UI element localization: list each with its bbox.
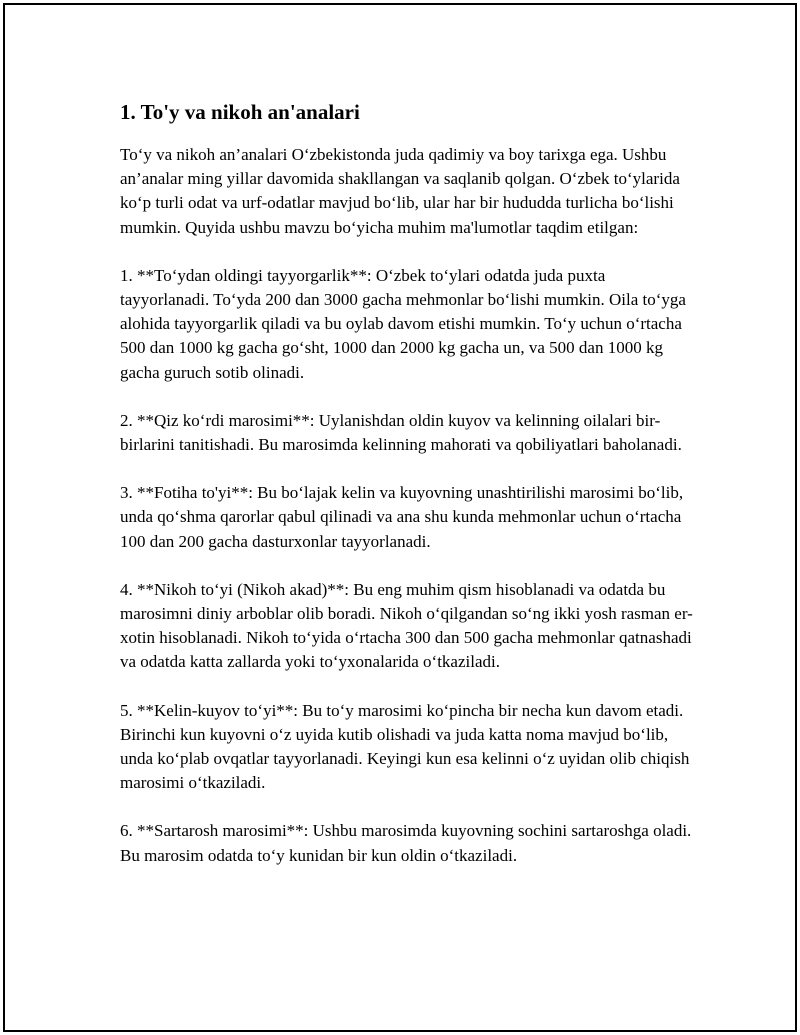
list-item-preparation: 1. **To‘ydan oldingi tayyorgarlik**: O‘zbek to‘ylari odatda juda puxta tayyorlanadi. To‘yda 200 dan 3000 gacha mehmonlar bo‘lishi mumkin. Oila to‘yga alohida tayyorgarlik qiladi va bu oylab davom etishi mumkin. To‘y uchun o‘rtacha 500 dan 1000 kg gacha go‘sht, 1000 dan 2000 kg gacha un, va 500 dan 1000 kg gacha guruch sotib olinadi. xyxy=(120,265,686,382)
intro-paragraph: To‘y va nikoh an’analari O‘zbekistonda juda qadimiy va boy tarixga ega. Ushbu an’analar ming yillar davomida shakllangan va saqlanib qolgan. O‘zbek to‘ylarida ko‘p turli odat va urf-odatlar mavjud bo‘lib, ular har bir hududda turlicha bo‘lishi mumkin. Quyida ushbu mavzu bo‘yicha muhim ma'lumotlar taqdim etilgan: xyxy=(120,145,680,237)
list-item-kelin-kuyov: 5. **Kelin-kuyov to‘yi**: Bu to‘y marosimi ko‘pincha bir necha kun davom etadi. Birinchi kun kuyovni o‘z uyida kutib olishadi va juda katta noma mavjud bo‘lib, unda ko‘plab ovqatlar tayyorlanadi. Keyingi kun esa kelinni o‘z uyidan olib chiqish marosimi o‘tkaziladi. xyxy=(120,700,690,793)
document-page xyxy=(3,3,797,1032)
document-body xyxy=(120,98,695,868)
list-item-fotiha: 3. **Fotiha to'yi**: Bu bo‘lajak kelin va kuyovning unashtirilishi marosimi bo‘lib, unda qo‘shma qarorlar qabul qilinadi va ana shu kunda mehmonlar uchun o‘rtacha 100 dan 200 gacha dasturxonlar tayyorlanadi. xyxy=(120,483,684,551)
list-item-qiz-kordi: 2. **Qiz ko‘rdi marosimi**: Uylanishdan oldin kuyov va kelinning oilalari bir-birlarini tanitishadi. Bu marosimda kelinning mahorati va qobiliyatlari baholanadi. xyxy=(120,410,682,455)
section-heading: 1. To'y va nikoh an'analari xyxy=(120,100,360,124)
list-item-nikoh: 4. **Nikoh to‘yi (Nikoh akad)**: Bu eng muhim qism hisoblanadi va odatda bu marosimni diniy arboblar olib boradi. Nikoh o‘qilgandan so‘ng ikki yosh rasman er-xotin hisoblanadi. Nikoh to‘yida o‘rtacha 300 dan 500 gacha mehmonlar qatnashadi va odatda katta zallarda yoki to‘yxonalarida o‘tkaziladi. xyxy=(120,579,693,672)
list-item-sartarosh: 6. **Sartarosh marosimi**: Ushbu marosimda kuyovning sochini sartaroshga oladi. Bu marosim odatda to‘y kunidan bir kun oldin o‘tkaziladi. xyxy=(120,821,692,865)
